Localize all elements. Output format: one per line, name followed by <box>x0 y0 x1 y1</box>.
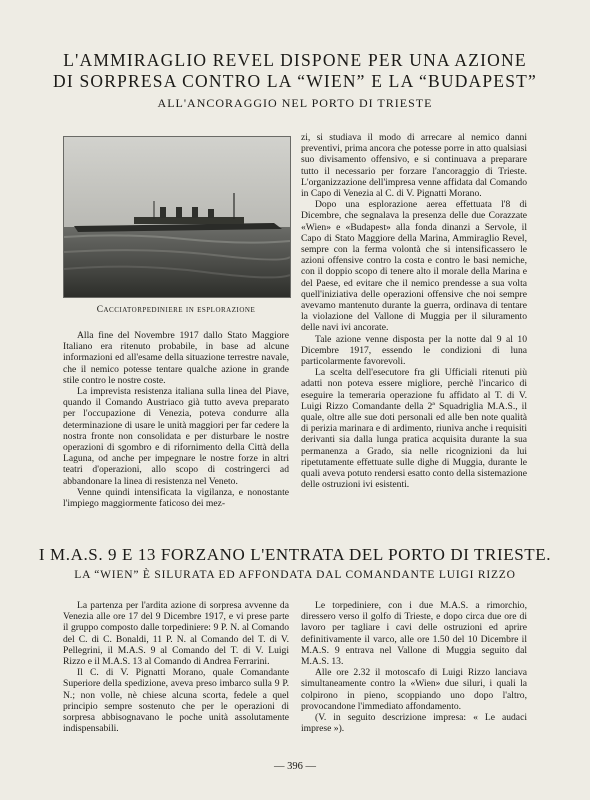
bottom-right-paragraph-2: Alle ore 2.32 il motoscafo di Luigi Rizzo lanciava simultaneamente contro la «Wien» due siluri, i quali la colpirono in pieno, scoppiando uno dopo l'altro, provocandone l'immediato affondamento. <box>301 667 527 712</box>
bottom-left-column <box>63 600 289 734</box>
heading2-line2: LA “WIEN” È SILURATA ED AFFONDATA DAL COMANDANTE LUIGI RIZZO <box>74 569 516 581</box>
heading1-line1: L'AMMIRAGLIO REVEL DISPONE PER UNA AZIONE <box>63 50 527 70</box>
bottom-left-paragraph-2: Il C. di V. Pignatti Morano, quale Comandante Superiore della spedizione, aveva preso imbarco sulla 9 P. N.; non volle, nè chiese alcuna scorta, fedele a quel principio sempre sostenuto che per le operazioni di sorpresa abbisognavano le poche unità assolutamente indispensabili. <box>63 667 289 735</box>
right-column <box>301 132 527 491</box>
page-number: — 396 — <box>274 761 316 772</box>
right-paragraph-1: zi, si studiava il modo di arrecare al nemico danni preventivi, prima ancora che potesse porre in atto qualsiasi suo divisamento offensivo, e si continuava a preparare tutto il necessario per forzare l'ancoraggio di Trieste. L'organizzazione dell'impresa venne affidata dal Comando in Capo di Venezia al C. di V. Pignatti Morano. <box>301 132 527 200</box>
destroyer-photo <box>63 136 291 298</box>
right-paragraph-3: Tale azione venne disposta per la notte dal 9 al 10 Dicembre 1917, essendo le condizioni di luna particolarmente favorevoli. <box>301 333 527 368</box>
photo-caption: Cacciatorpediniere in esplorazione <box>96 305 256 315</box>
bottom-right-column <box>301 600 527 734</box>
heading1-line3: ALL'ANCORAGGIO NEL PORTO DI TRIESTE <box>157 96 433 110</box>
left-paragraph-2: La imprevista resistenza italiana sulla linea del Piave, quando il Comando Austriaco già tutto aveva preparato per l'occupazione di Venezia, poteva condurre alla determinazione di usare le unità maggiori per far cedere la nostra fronte non consolidata e per disturbare le nostre operazioni di sgombro e di rifornimento della Città della Laguna, od anche per impegnare le nostre forze in altri teatri d'operazioni, allo scopo di costringerci ad abbandonare la linea di resistenza nel Veneto. <box>63 386 289 487</box>
heading2-line1: I M.A.S. 9 E 13 FORZANO L'ENTRATA DEL PORTO DI TRIESTE. <box>38 545 552 564</box>
bottom-right-paragraph-1: Le torpediniere, con i due M.A.S. a rimorchio, diressero verso il golfo di Trieste, e dopo circa due ore di lavoro per tagliare i cavi delle ostruzioni ed aprire definitivamente il varco, alle ore 1.50 del 10 Dicembre il M.A.S. 9 entrava nel Vallone di Muggia seguito dal M.A.S. 13. <box>301 600 527 668</box>
heading1-line2: DI SORPRESA CONTRO LA “WIEN” E LA “BUDAPEST” <box>53 71 537 91</box>
left-paragraph-3: Venne quindi intensificata la vigilanza, e nonostante l'impiego maggiormente faticoso dei mez- <box>63 486 289 510</box>
destroyer-image <box>64 137 290 297</box>
right-paragraph-4: La scelta dell'esecutore fra gli Ufficiali ritenuti più adatti non poteva essere migliore, perchè l'incarico di eseguire la temeraria operazione fu affidato al T. di V. Luigi Rizzo Comandante della 2ª Squadriglia M.A.S., il quale, oltre alle sue doti personali ed alle ben note qualità di perizia marinara e di ardimento, riuniva anche i requisiti derivanti sia dalla lunga pratica acquisita durante la sua permanenza a Grado, sia nelle ricognizioni da lui ripetutamente effettuate sulle dighe di Muggia, durante le quali aveva potuto rendersi esatto conto della sistemazione delle ostruzioni ivi esistenti. <box>301 367 527 491</box>
bottom-left-paragraph-1: La partenza per l'ardita azione di sorpresa avvenne da Venezia alle ore 17 del 9 Dicembre 1917, e vi prese parte il gruppo composto dalle torpediniere: 9 P. N. al Comando del C. di C. Bonaldi, 11 P. N. al Comando del T. di V. Pellegrini, il M.A.S. 9 al Comando del T. di V. Luigi Rizzo e il M.A.S. 13 al Comando di Andrea Ferrarini. <box>63 600 289 668</box>
right-paragraph-2: Dopo una esplorazione aerea effettuata l'8 di Dicembre, che segnalava la presenza delle due Corazzate «Wien» e «Budapest» alla fonda dinanzi a Servole, il Capo di Stato Maggiore della Marina, Ammiraglio Revel, sempre con la ferma volontà che si intensificassero le azioni offensive contro la costa e contro le basi nemiche, con il doppio scopo di tenere alto il morale della Marina e del Paese, ed evitare che il nemico prendesse a sua volta quell'iniziativa delle operazioni offensive che noi sempre avevamo mantenuto durante la guerra, ordinava di tentare la violazione del Vallone di Muggia per il siluramento delle navi ivi ancorate. <box>301 199 527 334</box>
left-column <box>63 330 289 509</box>
left-paragraph-1: Alla fine del Novembre 1917 dallo Stato Maggiore Italiano era ritenuto probabile, in base ad alcune informazioni ed all'esame della situazione terrestre navale, che il nemico potesse tentare qualche azione in grande stile contro le nostre coste. <box>63 330 289 386</box>
bottom-right-paragraph-3: (V. in seguito descrizione impresa: « Le audaci imprese »). <box>301 712 527 735</box>
